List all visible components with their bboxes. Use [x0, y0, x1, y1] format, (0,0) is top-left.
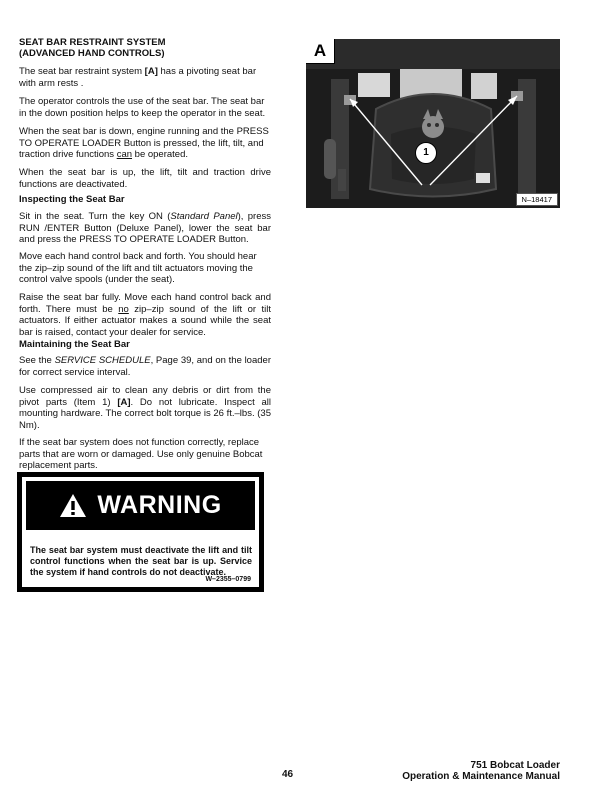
maintaining-paragraph-1: See the SERVICE SCHEDULE, Page 39, and on the loader for correct service interval. [19, 355, 271, 378]
maintaining-paragraph-2: Use compressed air to clean any debris or dirt from the pivot parts (Item 1) [A]. Do not lubricate. Inspect all mounting hardware. The correct bolt torque is 26 ft.–lbs. (35 Nm). [19, 385, 271, 431]
operator-paragraph: The operator controls the use of the seat bar. The seat bar in the down position helps to keep the operator in the seat. [19, 96, 266, 119]
section-title-line2: (ADVANCED HAND CONTROLS) [19, 47, 165, 59]
inspecting-paragraph-2: Move each hand control back and forth. You should hear the zip–zip sound of the lift and tilt actuators moving the control valve spools (under the seat). [19, 251, 257, 285]
maintaining-paragraph-3: If the seat bar system does not function correctly, replace parts that are worn or damaged. Use only genuine Bobcat replacement parts. [19, 437, 263, 471]
figure-reference: [A] [144, 66, 158, 77]
warning-title: WARNING [97, 491, 222, 519]
page-number: 46 [282, 769, 294, 780]
footer-title [402, 760, 560, 782]
footer-model: 751 Bobcat Loader [470, 760, 560, 771]
warning-triangle-icon [59, 493, 87, 518]
seat-bar-down-paragraph: When the seat bar is down, engine running and the PRESS TO OPERATE LOADER Button is pressed, the lift, tilt, and traction drive functions can be operated. [19, 126, 269, 160]
warning-code: W–2355–0799 [205, 576, 251, 583]
inspecting-paragraph-3: Raise the seat bar fully. Move each hand control back and forth. There must be no zip–zip sound of the lift or tilt actuators. If either actuator makes a sound while the seat bar is raised, contact your dealer for service. [19, 292, 271, 338]
section-heading [19, 38, 271, 59]
section-title-line1: SEAT BAR RESTRAINT SYSTEM [19, 37, 166, 48]
figure-a-photo [306, 39, 560, 208]
warning-panel [22, 477, 259, 587]
intro-paragraph: The seat bar restraint system [A] has a pivoting seat bar with arm rests . [19, 66, 257, 89]
seat-bar-up-paragraph: When the seat bar is up, the lift, tilt and traction drive functions are deactivated. [19, 167, 271, 190]
figure-number: N–18417 [516, 193, 558, 206]
seat-bar-illustration [306, 39, 560, 208]
inspecting-heading: Inspecting the Seat Bar [19, 194, 125, 205]
warning-text: The seat bar system must deactivate the lift and tilt control functions when the seat bar is up. Service the system if hand controls do not deactivate. [30, 545, 252, 577]
warning-header [26, 481, 255, 530]
callout-item-1: 1 [415, 142, 437, 164]
inspecting-paragraph-1: Sit in the seat. Turn the key ON (Standard Panel), press RUN /ENTER Button (Deluxe Panel), lower the seat bar and press the PRESS TO OPERATE LOADER Button. [19, 211, 271, 245]
footer-manual: Operation & Maintenance Manual [402, 771, 560, 782]
maintaining-heading: Maintaining the Seat Bar [19, 339, 130, 350]
figure-label: A [306, 39, 335, 64]
warning-box [17, 472, 264, 592]
